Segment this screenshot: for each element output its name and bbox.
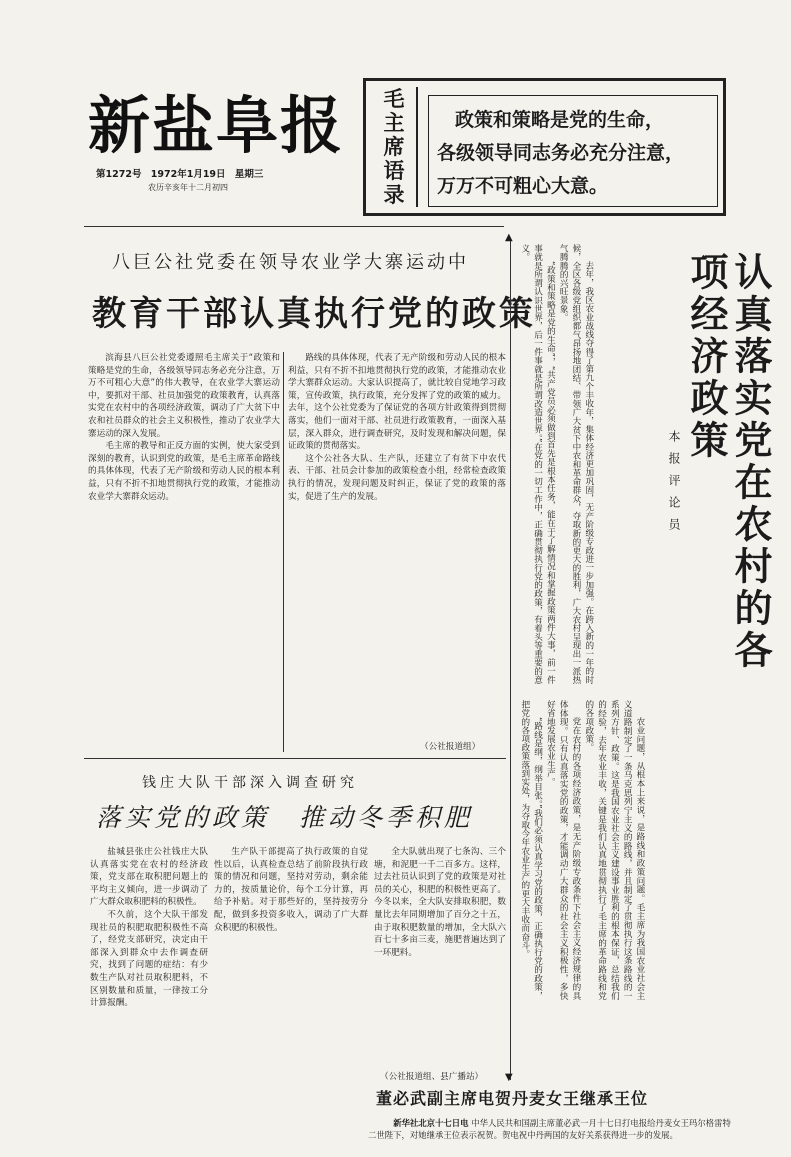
lead-source: （公社报道组）	[420, 742, 481, 752]
quote-line: 各级领导同志务必充分注意，	[437, 142, 685, 164]
commentary-lower-body	[518, 700, 726, 1000]
newspaper-title: 新盐阜报	[88, 89, 345, 162]
body-paragraph: 盐城县张庄公社钱庄大队认真落实党在农村的经济政策，党支部在取积肥问题上的平均主义倾向，进一步调动了广大群众取积肥料的积极性。	[90, 847, 208, 908]
body-paragraph: 滨海县八巨公社党委遵照毛主席关于“政策和策略是党的生命，各级领导同志务必充分注意，万万不可粗心大意”的伟大教导，在农业学大寨运动中，要抓对干部、社员加强党的政策教育，认真落实党在农村中的各项经济政策，调动了广大贫下中农和社员群众的社会主义积极性，推动了农业学大寨运动的深入发展。	[88, 353, 280, 439]
commentary-paragraph: 去年，我区农业战线夺得了第九个丰收年，集体经济更加巩固，无产阶级专政进一步加强。在跨入新的一年的时候，全区各级党组织都气昂扬地团结、带领广大贫下中农和革命群众，夺取新的更大的胜利，广大农村呈现出一派热气腾腾的兴旺景象。	[558, 244, 594, 684]
second-kicker: 钱庄大队干部深入调查研究	[142, 775, 358, 791]
second-source: （公社报道组、县广播站）	[380, 1072, 484, 1082]
commentary-upper-body	[518, 244, 660, 684]
quote-line: 政策和策略是党的生命，	[455, 109, 665, 131]
quote-label-char: 主	[383, 110, 405, 135]
news-brief	[368, 1086, 734, 1152]
second-column-2	[214, 846, 368, 1136]
commentary-headline: 认真落实党在农村的各项经济政策	[684, 252, 773, 672]
quote-label	[372, 87, 418, 207]
commentary-paragraph: 党在农村的各项经济政策，是无产阶级专政条件下社会主义经济规律的具体体现。只有认真落实党的政策，才能调动广大群众的社会主义积极性，多快好省地发展农业生产。	[545, 700, 581, 1000]
section-divider	[84, 758, 506, 759]
second-column-1	[90, 846, 208, 1136]
commentary-paragraph: “政策和策略是党的生命”，“共产党员必须做到首先是根本任务，能在于了解情况和掌握政策两件大事，前一件事就是所谓认识世界，后一件事就是所谓改造世界。”在党的一切工作中，正确贯彻执行党的政策，有着头等重要的意义。	[519, 244, 556, 684]
masthead-divider	[84, 226, 504, 227]
body-paragraph: 生产队干部提高了执行政策的自觉性以后，认真检查总结了前阶段执行政策的情况和问题，坚持对劳动，剩余能力的，按质量论价，每个工分计算，再给予补贴。对于那些好的，坚持按劳分配，做到多投资多收入，调动了广大群众积肥的积极性。	[214, 847, 368, 933]
issue-line	[96, 166, 263, 180]
quote-line: 万万不可粗心大意。	[437, 175, 609, 197]
lunar-date: 农历辛亥年十二月初四	[148, 183, 228, 192]
quote-label-char: 席	[383, 134, 405, 159]
commentary-divider	[510, 240, 511, 1080]
lead-column-1	[88, 352, 280, 740]
second-headline: 落实党的政策 推动冬季积肥	[96, 803, 474, 832]
commentary-arrow-bottom: ▼	[505, 1072, 513, 1083]
commentary-paragraph: “路线是纲，纲举目张。”我们必须认真学习党的政策，正确执行党的政策，把党的各项政策落到实处，为夺取今年农业生产的更大丰收而奋斗。	[519, 700, 543, 1000]
lead-column-2	[288, 352, 506, 740]
quote-text	[428, 95, 718, 207]
body-paragraph: 路线的具体体现，代表了无产阶级和劳动人民的根本利益，只有不折不扣地贯彻执行党的政策，才能推动农业学大寨群众运动。大家认识提高了，就比较自觉地学习政策，宣传政策，执行政策，充分发挥了党的政策的威力。去年，这个公社党委为了保证党的各项方针政策得到贯彻落实，他们一面对干部、社员进行政策教育，一面深入基层，深入群众，进行调查研究，及时发现和解决问题，保证政策的贯彻落实。	[288, 353, 506, 452]
lead-kicker: 八巨公社党委在领导农业学大寨运动中	[112, 252, 469, 273]
commentary-arrow-top: ▲	[505, 232, 513, 243]
news-brief-dateline: 新华社北京十七日电	[393, 1118, 469, 1128]
body-paragraph: 毛主席的教导和正反方面的实例，使大家受到深刻的教育，认识到党的政策，是毛主席革命路线的具体体现，代表了无产阶级和劳动人民的根本利益，只有不折不扣地贯彻执行党的政策，才能推动农业学大寨群众运动。	[88, 441, 280, 502]
body-paragraph: 不久前，这个大队干部发现社员的积肥取肥积极性不高了，经党支部研究，决定由干部深入到群众中去作调查研究，找到了问题的症结：有少数生产队对社员取积肥料，不区别数量和质量，一律按工分计算报酬。	[90, 909, 208, 1009]
news-brief-text: 中华人民共和国副主席董必武一月十七日打电报给丹麦女王玛尔格雷特二世陛下，对她继承王位表示祝贺。贺电祝中丹两国的友好关系获得进一步的发展。	[368, 1118, 731, 1140]
lead-column-divider	[283, 352, 284, 752]
lead-headline: 教育干部认真执行党的政策	[92, 294, 536, 334]
quote-label-char: 语	[383, 158, 405, 183]
issue-number: 第1272号	[96, 169, 142, 180]
news-brief-headline: 董必武副主席电贺丹麦女王继承王位	[376, 1089, 649, 1108]
commentary-byline: 本报评论员	[667, 430, 681, 540]
second-column-3	[374, 846, 506, 1066]
masthead	[88, 70, 358, 210]
commentary-paragraph: 农业问题，从根本上来说，是路线和政策问题。毛主席为我国农业社会主义道路制定了一条马克思列宁主义的路线，并且制定了贯彻执行这条路线的一系列方针、政策。这是我国农业社会主义建设事业胜利的根本保证，总结我们的经验，去年农业丰收，关键是我们认真地贯彻执行了毛主席的革命路线和党的各项政策。	[583, 700, 645, 1000]
issue-weekday: 星期三	[234, 169, 264, 180]
body-paragraph: 全大队就出现了七条沟、三个塘，和泥肥一千二百多方。这样，过去社员认识到了党的政策是对社员的关心，积肥的积极性更高了。今冬以来，全大队安排取积肥，数量比去年同期增加了百分之十五，由于取积肥数量的增加，全大队六百七十多亩三麦，施肥普遍达到了一环肥料。	[374, 847, 506, 958]
issue-date: 1972年1月19日	[150, 169, 226, 180]
quote-label-char: 毛	[383, 86, 405, 111]
body-paragraph: 这个公社各大队、生产队，还建立了有贫下中农代表、干部、社员会计参加的政策检查小组，经常检查政策执行的情况，发现问题及时纠正，保证了党的政策的落实，促进了生产的发展。	[288, 453, 506, 502]
quote-label-char: 录	[383, 182, 405, 207]
quote-box	[363, 78, 726, 216]
